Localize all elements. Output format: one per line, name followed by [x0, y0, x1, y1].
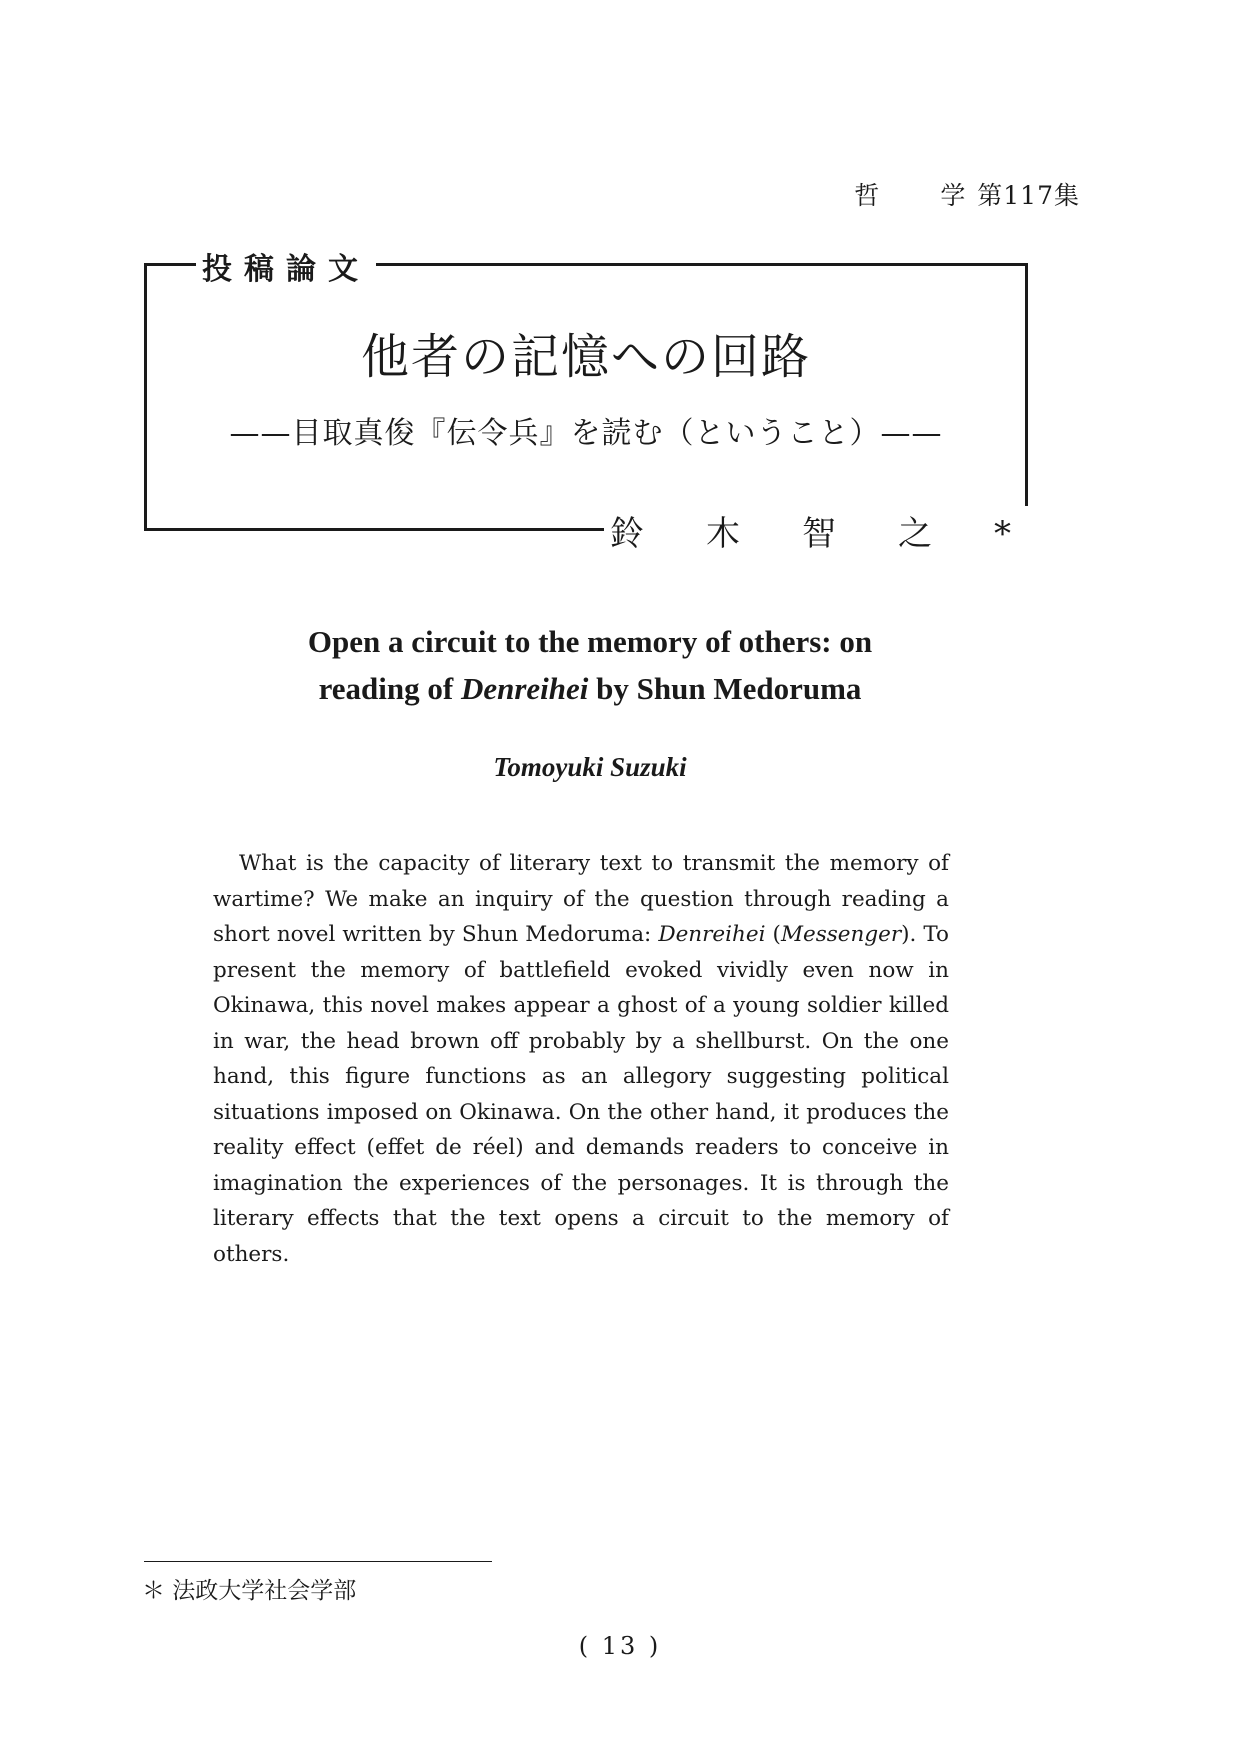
abstract-part2: ( — [765, 922, 781, 947]
journal-volume: 第117集 — [977, 181, 1080, 210]
abstract-part1: What is the capacity of literary text to transmit the memory of wartime? We make an inquiry of the question through reading a short novel written by Shun Medoruma: — [213, 851, 949, 947]
english-title-line2-pre: reading of — [318, 671, 461, 706]
japanese-author: 鈴木智之* — [604, 506, 1079, 555]
english-title-line1: Open a circuit to the memory of others: on — [307, 624, 873, 659]
abstract-part3: ). To present the memory of battlefield evoked vividly even now in Okinawa, this novel makes appear a ghost of a young soldier killed in war, the head brown off probably by a shellburst. On the one hand, this figure functions as an allegory suggesting political situations imposed on Okinawa. On the other hand, it produces the reality effect (effet de réel) and demands readers to conceive in imagination the experiences of the personages. It is through the literary effects that the text opens a circuit to the memory of others. — [213, 922, 950, 1267]
footnote: ＊ 法政大学社会学部 — [142, 1578, 357, 1604]
abstract — [213, 846, 949, 1272]
english-author: Tomoyuki Suzuki — [493, 752, 687, 782]
japanese-title: 他者の記憶への回路 — [360, 329, 811, 385]
journal-header — [854, 176, 1080, 212]
title-frame — [144, 263, 1028, 531]
journal-name-2: 学 — [940, 181, 967, 210]
category-label: 投稿論文 — [196, 244, 376, 288]
abstract-italic-messenger: Messenger — [780, 922, 902, 947]
english-title-italic: Denreihei — [460, 671, 589, 706]
japanese-subtitle: ——目取真俊『伝令兵』を読む（ということ）—— — [229, 416, 943, 451]
english-title-line2-post: by Shun Medoruma — [588, 671, 862, 706]
abstract-italic-denreihei: Denreihei — [658, 922, 766, 947]
footnote-rule — [144, 1561, 492, 1562]
page-number: ( 13 ) — [578, 1632, 662, 1660]
english-title — [200, 618, 980, 712]
journal-name-1: 哲 — [854, 181, 881, 210]
